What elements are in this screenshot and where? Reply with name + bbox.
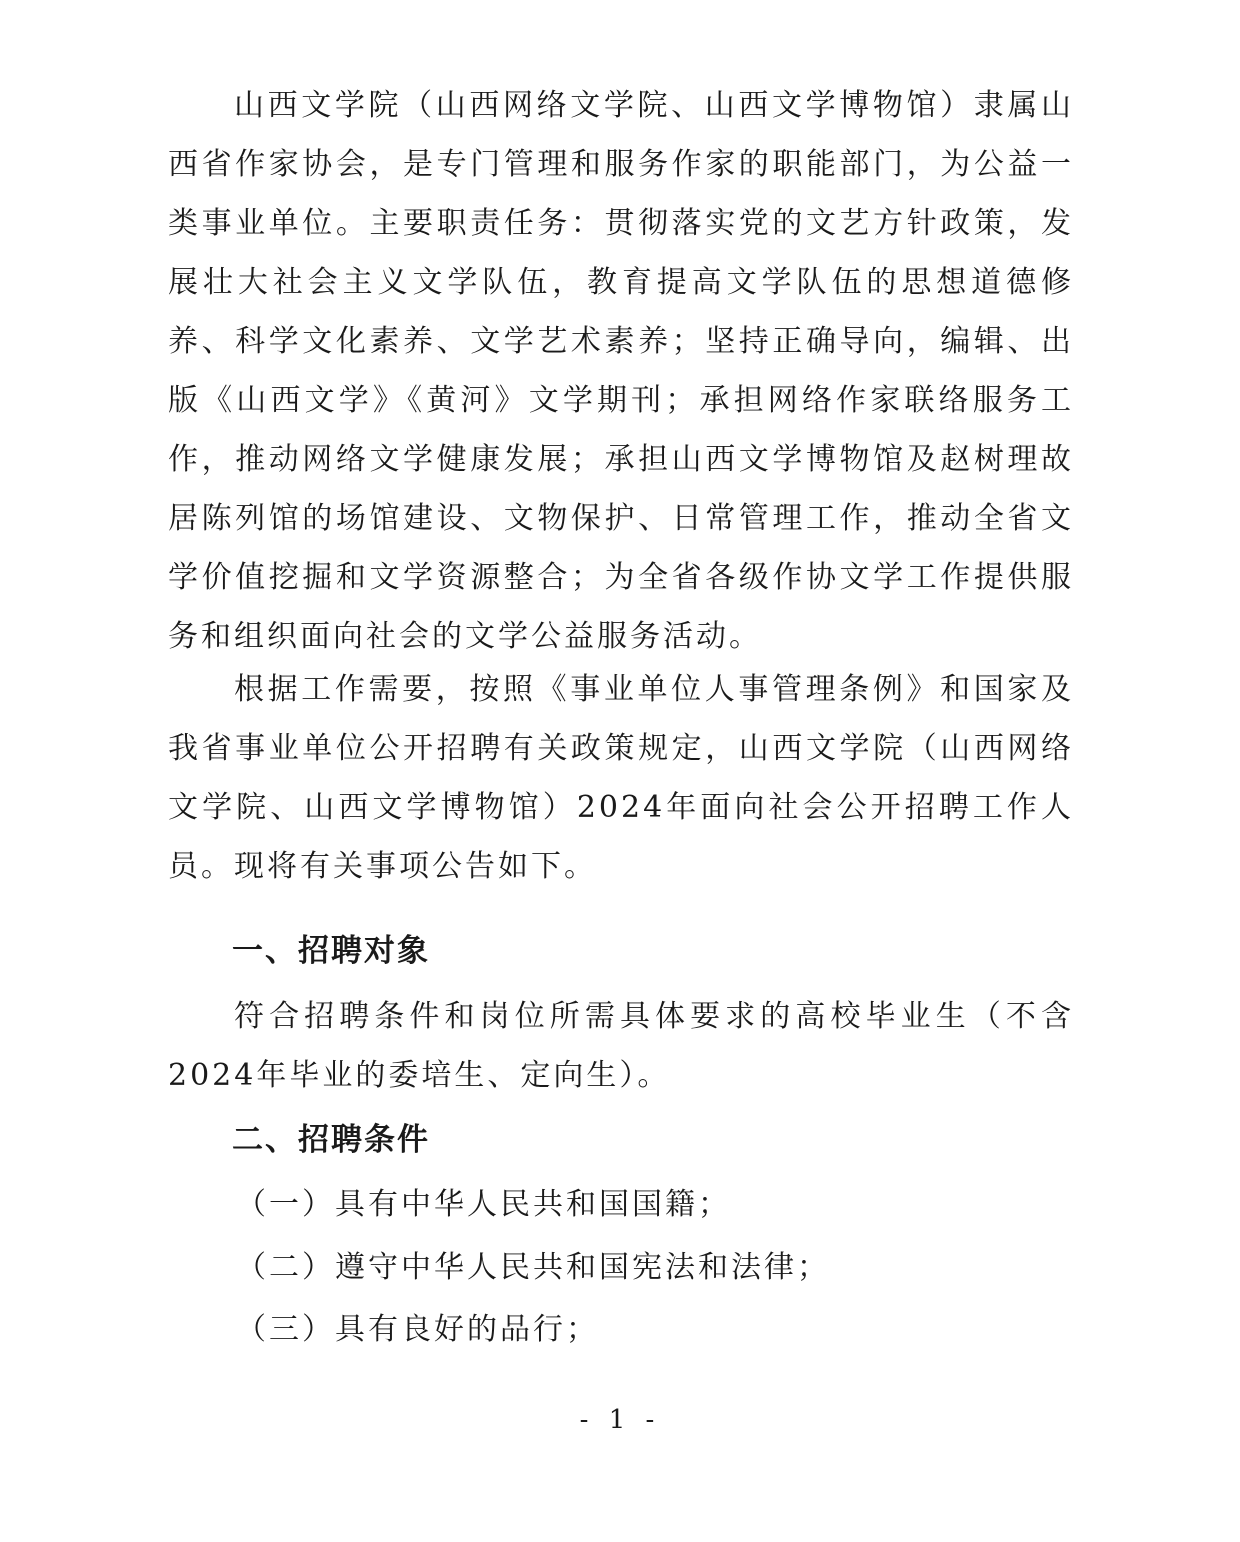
intro-paragraph: 山西文学院（山西网络文学院、山西文学博物馆）隶属山西省作家协会，是专门管理和服务作家的职能部门，为公益一类事业单位。主要职责任务：贯彻落实党的文艺方针政策，发展壮大社会主义文学队伍，教育提高文学队伍的思想道德修养、科学文化素养、文学艺术素养；坚持正确导向，编辑、出版《山西文学》《黄河》文学期刊；承担网络作家联络服务工作，推动网络文学健康发展；承担山西文学博物馆及赵树理故居陈列馆的场馆建设、文物保护、日常管理工作，推动全省文学价值挖掘和文学资源整合；为全省各级作协文学工作提供服务和组织面向社会的文学公益服务活动。 xyxy=(168,88,1074,654)
condition-item: （三）具有良好的品行； xyxy=(236,1312,599,1347)
page-number: - 1 - xyxy=(579,1405,661,1435)
section-heading-recruitment-target: 一、招聘对象 xyxy=(232,933,430,969)
condition-item: （一）具有中华人民共和国国籍； xyxy=(236,1187,731,1222)
recruitment-target-paragraph: 符合招聘条件和岗位所需具体要求的高校毕业生（不含2024年毕业的委培生、定向生）。 xyxy=(168,999,1074,1093)
announcement-paragraph: 根据工作需要，按照《事业单位人事管理条例》和国家及我省事业单位公开招聘有关政策规定，山西文学院（山西网络文学院、山西文学博物馆）2024年面向社会公开招聘工作人员。现将有关事项公告如下。 xyxy=(168,672,1074,884)
section-heading-recruitment-conditions: 二、招聘条件 xyxy=(232,1122,430,1158)
condition-item: （二）遵守中华人民共和国宪法和法律； xyxy=(236,1250,830,1285)
